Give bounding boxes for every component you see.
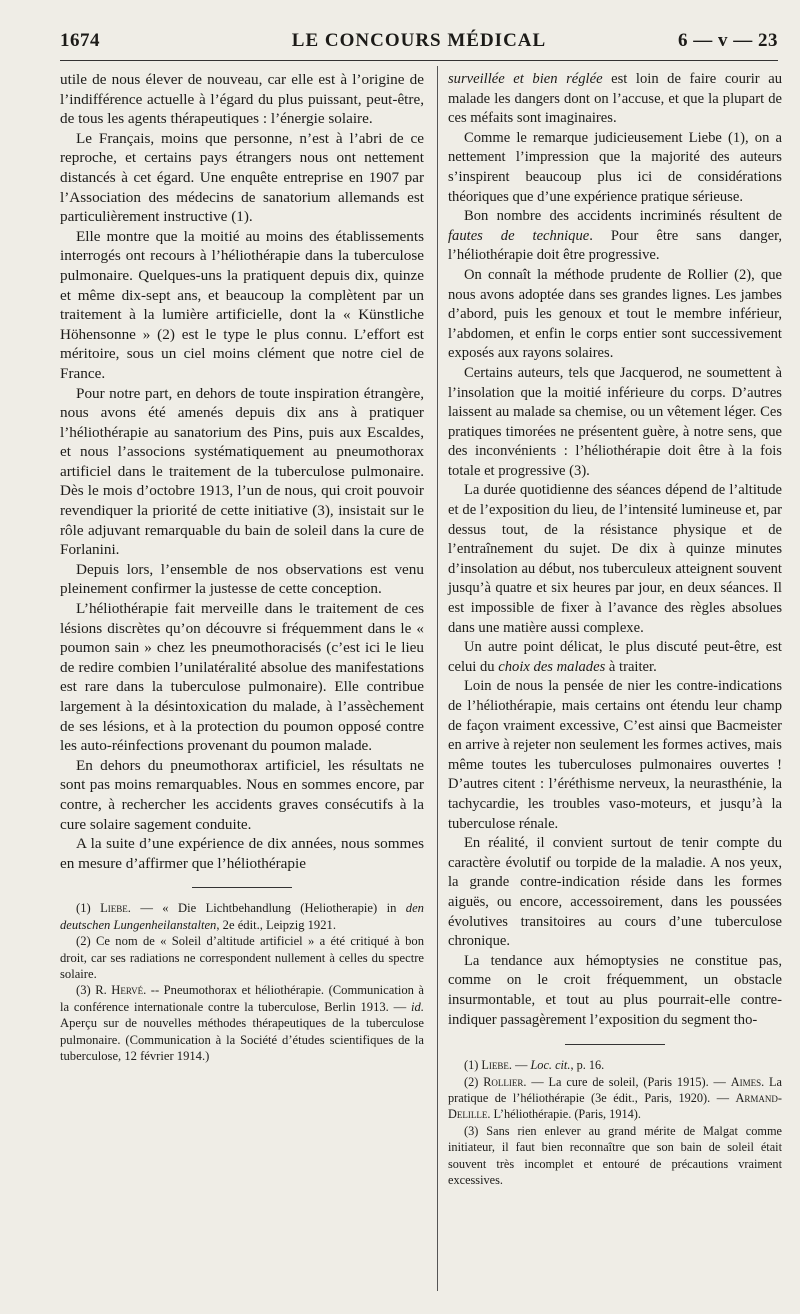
page-number: 1674: [60, 30, 100, 51]
paragraph: En réalité, il convient surtout de tenir compte du caractère évolutif ou torpide de la maladie. A nos yeux, la grande contre-indication réside dans les formes aiguës, ou encore, accessoirement, dans les poussées évolutives transitoires au cours d’une tuberculose chronique.: [448, 835, 782, 950]
paragraph: [448, 70, 782, 129]
footnote-3: (3) R. Hervé. -- Pneumothorax et héliothérapie. (Communication à la conférence internationale contre la tuberculose, Berlin 1913. — id. Aperçu sur de nouvelles méthodes thérapeutiques de la tuberculose pulmonaire. (Communication à la Société d’études scientifiques de la tuberculose, 12 février 1914.): [60, 983, 425, 1063]
footnote-2: (2) Rollier. — La cure de soleil, (Paris 1915). — Aimes. La pratique de l’héliothérapie (3e édit., Paris, 1920). — Armand-Delille. L’héliothérapie. (Paris, 1914).: [448, 1074, 782, 1122]
footnote-author: Liebe.: [481, 1058, 513, 1073]
paragraph-text: à traiter.: [605, 658, 657, 675]
page-header: [60, 30, 778, 58]
footnote-rule: [565, 1044, 665, 1045]
paragraph-text: Bon nombre des accidents incriminés résultent de: [464, 208, 782, 225]
footnote-text: , p. 16.: [570, 1058, 605, 1073]
italic-phrase: choix des malades: [498, 658, 606, 675]
footnote-text: — La cure de soleil, (Paris 1915). —: [526, 1074, 731, 1089]
footnote-author: Liebe.: [100, 901, 131, 916]
paragraph: L’héliothérapie fait merveille dans le traitement de ces lésions discrètes qu’on découvre si fréquemment dans le « poumon sain » chez les pneumothoracisés (c’est ici le lieu de redire combien l’unilatéralité absolue des manifestations est rare dans la tuberculose pulmonaire). Elle contribue largement à la désintoxication du malade, à l’assèchement de ses lésions, et à la protection du poumon opposé contre les auto-réinfections provenant du poumon malade.: [60, 600, 424, 755]
footnote-text: , 2e édit., Leipzig 1921.: [216, 917, 336, 932]
paragraph-text: Un autre point délicat, le plus discuté peut-être, est celui du: [448, 639, 782, 675]
footnote-text: —: [512, 1058, 531, 1073]
left-column: [60, 70, 424, 1064]
footnote-work-title: den deutschen Lungenheilanstalten: [60, 901, 424, 932]
header-rule: [60, 60, 778, 61]
paragraph: En dehors du pneumothorax artificiel, les résultats ne sont pas moins remarquables. Nous en sommes encore, par contre, à rechercher les accidents graves consécutifs à la cure solaire sagement conduite.: [60, 756, 424, 833]
paragraph: utile de nous élever de nouveau, car elle est à l’origine de l’indifférence actuelle à l’égard du plus puissant, peut-être, de tous les agents thérapeutiques : l’énergie solaire.: [60, 71, 424, 128]
paragraph: La tendance aux hémoptysies ne constitue pas, comme on le croit fréquemment, un obstacle insurmontable, et tout au plus pourrait-elle contre-indiquer passagèrement l’exposition du segment tho-: [448, 952, 782, 1028]
footnote-3: (3) Sans rien enlever au grand mérite de Malgat comme initiateur, il faut bien reconnaître que son bain de soleil était souvent très incomplet et entouré de précautions vraiment excessives.: [448, 1123, 782, 1187]
footnote-author: R. Hervé.: [95, 983, 147, 998]
footnote-text: Aperçu sur de nouvelles méthodes thérapeutiques de la tuberculose pulmonaire. (Communication à la Société d’études scientifiques de la tuberculose, 12 février 1914.): [60, 1016, 424, 1063]
footnote-author: Aimes.: [730, 1074, 765, 1089]
paragraph: Depuis lors, l’ensemble de nos observations est venu pleinement confirmer la justesse de cette conception.: [60, 560, 424, 598]
footnote-text: La pratique de l’héliothérapie (3e édit., Paris, 1920). —: [448, 1074, 782, 1105]
right-column: [448, 70, 782, 1188]
footnote-ibid: id.: [411, 999, 424, 1014]
footnote-1: (1) Liebe. — Loc. cit., p. 16.: [464, 1058, 605, 1073]
column-divider: [437, 66, 438, 1291]
paragraph: La durée quotidienne des séances dépend de l’altitude et de l’exposition du lieu, de l’intensité lumineuse et, par dessus tout, de la résistance physique et de l’entraînement du sujet. De dix à quinze minutes d’insolation au début, nos tuberculeux atteignent souvent jusqu’à quatre et six heures par jour, en deux séances. Il est impossible de fixer à l’avance des règles absolues dans une matière aussi complexe.: [448, 482, 782, 636]
paragraph: [448, 638, 782, 677]
paragraph: A la suite d’une expérience de dix années, nous sommes en mesure d’affirmer que l’héliothérapie: [60, 835, 424, 872]
issue-date: 6 — v — 23: [678, 30, 778, 51]
footnote-rule: [192, 887, 292, 888]
footnote-text: L’héliothérapie. (Paris, 1914).: [490, 1107, 641, 1122]
italic-phrase: fautes de technique: [448, 227, 590, 244]
paragraph: On connaît la méthode prudente de Rollier (2), que nous avons adoptée dans ses grandes lignes. Les jambes d’abord, puis les genoux et tout le membre inférieur, l’abdomen, et enfin le corps entier sont successivement exposés aux rayons solaires.: [448, 266, 782, 362]
paragraph: Elle montre que la moitié au moins des établissements interrogés ont recours à l’héliothérapie dans la tuberculose pulmonaire. Quelques-uns la pratiquent depuis dix, quinze et même dix-sept ans, et beaucoup la complètent par un traitement à la lumière artificielle, dont la « Künstliche Höhensonne » (2) est le type le plus connu. L’effort est méritoire, sous un ciel moins clément que notre ciel de France.: [60, 227, 424, 382]
paragraph: Le Français, moins que personne, n’est à l’abri de ce reproche, et certains pays étrangers nous ont nettement distancés à cet égard. Une enquête entreprise en 1907 par l’Association des médecins de sanatorium allemands est particulièrement instructive (1).: [60, 129, 424, 226]
footnote-1: (1) Liebe. — « Die Lichtbehandlung (Heliotherapie) in den deutschen Lungenheilanstalten, 2e édit., Leipzig 1921.: [60, 901, 424, 932]
journal-title: LE CONCOURS MÉDICAL: [291, 30, 547, 51]
paragraph: Comme le remarque judicieusement Liebe (1), on a nettement l’impression que la majorité des auteurs s’inspirent beaucoup plus ici de considérations théoriques que d’une expérience pratique sérieuse.: [448, 129, 782, 205]
paragraph: Pour notre part, en dehors de toute inspiration étrangère, nous avons été amenés depuis dix ans à pratiquer l’héliothérapie au sanatorium des Pins, puis aux Escaldes, et nous l’associons systématiquement au pneumothorax artificiel dans le traitement de la tuberculose pulmonaire. Dès le mois d’octobre 1913, l’un de nous, qui croit pouvoir revendiquer la priorité de cette initiative (3), insistait sur le rôle adjuvant remarquable du bain de soleil dans la cure de Forlanini.: [60, 384, 424, 559]
footnote-author: Rollier.: [483, 1074, 527, 1089]
footnote-text: -- Pneumothorax et héliothérapie. (Communication à la conférence internationale contre la tuberculose, Berlin 1913. —: [60, 983, 425, 1014]
paragraph: Certains auteurs, tels que Jacquerod, ne soumettent à l’insolation que la moitié inférieure du corps. D’autres laissent au malade sa chemise, ou un vêtement léger. Ces pratiques timorées ne présentent guère, à notre sens, que des inconvénients : l’héliothérapie doit être à la fois totale et progressive (3).: [448, 364, 782, 479]
footnote-2: (2) Ce nom de « Soleil d’altitude artificiel » a été critiqué à bon droit, car ses radiations ne correspondent nullement à celles du spectre solaire.: [60, 934, 424, 981]
paragraph: Loin de nous la pensée de nier les contre-indications de l’héliothérapie, mais certains ont étendu leur champ de façon vraiment excessive, C’est ainsi que Bacmeister en arrive à rejeter non seulement les formes actives, mais même toutes les tuberculoses pulmonaires ouvertes ! D’autres citent : l’éréthisme nerveux, la neurasthénie, la tachycardie, les troubles vaso-moteurs, et jusqu’à la tuberculose rénale.: [448, 678, 782, 832]
paragraph-text: . Pour être sans danger, l’héliothérapie doit être progressive.: [448, 227, 782, 264]
paragraph: [448, 207, 782, 266]
footnote-author: Armand-Delille.: [448, 1090, 782, 1122]
footnote-loc-cit: Loc. cit.: [530, 1058, 571, 1073]
paragraph-text: est loin de faire courir au malade les dangers dont on l’accuse, et que la plupart de ces méfaits sont imaginaires.: [448, 71, 783, 127]
footnote-text: — « Die Lichtbehandlung (Heliotherapie) in: [130, 901, 406, 916]
italic-lead: surveillée et bien réglée: [448, 71, 603, 87]
